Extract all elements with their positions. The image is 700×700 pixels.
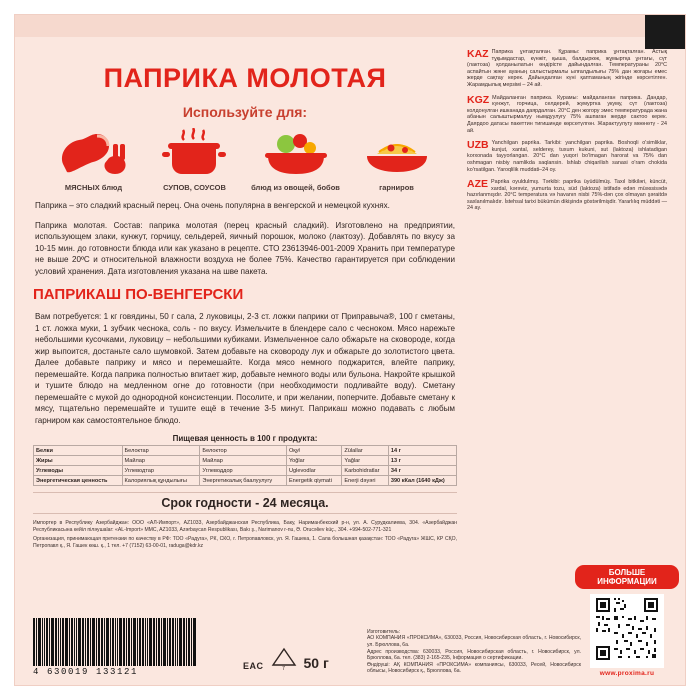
recycle-code: 7	[282, 666, 285, 672]
use-for-heading: Используйте для:	[182, 104, 308, 120]
cell: Майлар	[200, 456, 287, 466]
legal-block	[33, 520, 457, 549]
black-registration-mark	[645, 15, 685, 49]
net-weight: 50 г	[303, 655, 329, 671]
page-title: ПАПРИКА МОЛОТАЯ	[103, 63, 387, 93]
language-block-kgz	[467, 95, 667, 135]
recycle-icon	[271, 647, 297, 671]
cell: Zülallar	[342, 446, 388, 456]
legal-importer: Импортер в Республику Азербайджан: ООО «АЛ-Импорт», AZ1033, Азербайджанская Республика, Баку, Нариманбекский р-н, ул. А. Сурудкалиева, 304. «Азербайджан Республикасына кейіл піләушаlar: «AL-Import» MMC, AZ1033, Azərbaycan Respublikası, Bakı ş., Narimanov r-nu, Ə. Orucəliev küç., 304. +994-502-771-321	[33, 520, 457, 533]
usage-icon-vegetables	[248, 126, 344, 192]
nutrition-section	[33, 434, 457, 486]
barcode-digits: 4 630019 133121	[33, 667, 139, 677]
cell: 390 кКал (1640 кДж)	[388, 476, 456, 486]
manufacturer-kz: Өндіруші: АҚ КОМПАНИЯ «ПРОКСИМА» компаниясы, 630033, Ресей, Новосибирск облысы, Новосибирск қ., Брюллова, 6а.	[367, 661, 581, 675]
qr-headline: БОЛЬШЕ ИНФОРМАЦИИ	[575, 565, 679, 589]
cell: Uglevodlar	[286, 466, 341, 476]
vegetables-bowl-icon	[248, 126, 344, 180]
language-text: Paprika oyuldulmış. Tərkibi: paprika üyüdülmüş. Taxıl bitkiləri, küncüt, xardal, kərəviz, yumurta tozu, süd (laktoza) istifadə edən müəssisədə hazırlanmışdır. 20°C temperatura və havanın nisbi 75%-dən çox olmayan şəraitdə saxlanılmalıdır. İstehsal tarixi bükümün dikişində göstərilmişdir. Yararlılıq müddəti — 24 ay.	[467, 179, 667, 212]
cell: Yağlar	[342, 456, 388, 466]
cell: Энергетикалық баалуулугу	[200, 476, 287, 486]
cell: 14 г	[388, 446, 456, 456]
language-code: AZE	[467, 178, 488, 191]
usage-icon-garnish	[349, 126, 445, 192]
soup-pot-icon	[147, 126, 243, 180]
manufacturer-production: Адрес производства: 630033, Россия, Новосибирская область, г. Новосибирск, ул. Брюллова, 6а. тел. (383) 2-165-235, Інформация о сертификации.	[367, 648, 581, 662]
language-code: UZB	[467, 139, 489, 152]
usage-icon-label: СУПОВ, СОУСОВ	[163, 183, 226, 192]
cell: Углеводдор	[200, 466, 287, 476]
cell: Углеводтар	[122, 466, 200, 476]
usage-icon-label: гарниров	[379, 183, 414, 192]
table-row	[34, 456, 457, 466]
language-block-uzb	[467, 140, 667, 173]
cell: 34 г	[388, 466, 456, 476]
usage-icon-label: блюд из овощей, бобов	[251, 183, 340, 192]
cell: Углеводы	[34, 466, 123, 476]
shelf-life: Срок годности - 24 месяца.	[33, 492, 457, 514]
language-text: Паприка ұнтақталған. Құрамы: паприка ұнтақталған. Астық тұқымдастар, күнжіт, қыша, балдыркөк, жұмыртқа ұнтағы, сүт (лактоза) қолданылатын өндірісте дайындалған. Температураны 20°С аспайтын және ауаның салыстырмалы ылғалдылығы 75% дан жоғары емес жерде сақтау керек. Дайындалған күні қаптаманың жігінде көрсетілген. Жарамдылық мерзімі – 24 ай.	[467, 49, 667, 88]
language-block-kaz	[467, 49, 667, 89]
pasta-plate-icon	[349, 126, 445, 180]
compliance-marks	[243, 647, 363, 671]
website-link[interactable]: www.proxima.ru	[599, 670, 655, 677]
cell: Белоктор	[200, 446, 287, 456]
nutrition-title: Пищевая ценность в 100 г продукта:	[172, 434, 318, 444]
cell: Калориялық құндылығы	[122, 476, 200, 486]
barcode	[33, 618, 229, 677]
recipe-title: ПАПРИКАШ ПО-ВЕНГЕРСКИ	[33, 286, 244, 304]
manufacturer-address: АО КОМПАНИЯ «ПРОКСИМА», 630033, Россия, Новосибирская область, г. Новосибирск, ул. Брюллова, 6а.	[367, 635, 581, 648]
cell: Yoğlar	[286, 456, 341, 466]
usage-icon-soup	[147, 126, 243, 192]
cell: Белки	[34, 446, 123, 456]
usage-icons	[43, 126, 447, 192]
package-label	[14, 14, 686, 686]
language-code: KAZ	[467, 48, 489, 60]
table-row	[34, 476, 457, 486]
eac-mark: EAC	[243, 661, 264, 671]
language-code: KGZ	[467, 93, 490, 106]
qr-block[interactable]	[575, 565, 679, 677]
nutrition-table	[33, 445, 457, 486]
manufacturer-block	[367, 629, 581, 675]
manufacturer-heading: Изготовитель:	[367, 628, 401, 635]
intro-paragraph: Паприка – это сладкий красный перец. Она очень популярна в венгерской и немецкой кухнях.	[35, 201, 390, 211]
cell: Энергетическая ценность	[34, 476, 123, 486]
language-text: Yanchilgan paprika. Tarkibi: yanchilgan paprika. Boshoqli o'simliklar, kunjut, xantal, selderey, tuxum kukuni, sut (laktoza) ishlatadigan korxonada tayyorlangan. 20°C dan yuqori bo'lmagan harorat va 75% dan oshmagan nisbiy namlikda saqlansin. Ishlab chiqarilish sanasi o'ram chokida ko'rsatilgan. Yaroqlilik muddati–24 oy.	[467, 140, 667, 173]
legal-claims: Организация, принимающая претензии по качеству в РФ: ТОО «Радуга», РК, СКО, г. Петропавловск, ул. Я. Гашека, 1. Сала болышная қазақстан: ТОО «Радуга» ЖШС, КР СҚО, Петропавл қ., Я. Гашек көш. қ., 1 тел. +7 (7152) 63-00-01, raduga@kdr.kz	[33, 536, 457, 549]
meat-icon	[46, 126, 142, 180]
qr-code-icon[interactable]	[590, 594, 664, 668]
table-row	[34, 446, 457, 456]
description-paragraph: Паприка молотая. Состав: паприка молотая (перец красный сладкий). Изготовлено на предприятии, использующем злаки, кунжут, горчицу, сельдерей, яичный порошок, молоко (лактозу). Добавлять по вкусу за 10-15 мин. до готовности блюда или как указано в рецепте. СТО 23613946-001-2009 Хранить при температуре не выше 20ºС и относительной влажности воздуха не более 75%. Качество гарантируется при соблюдении условий хранения. Дата изготовления указана на шве пакета.	[35, 220, 455, 276]
cell: Жиры	[34, 456, 123, 466]
language-text: Майдаланган паприка. Курамы: майдаланган паприка. Дандар, кунжут, горчица, селдерей, жумуртка укуму, сүт (лактоза) колдонулган ишканада даярдалган. 20°С ден жогору эмес температурада жана абанын салыштырмалуу нымдуулугу 75% ашпаган жерде сактоо керек. Даярдоо датасы пакеттин тигишинде көрсөтүлгөн. Жарактуулугу мөөнөтү - 24 ай.	[467, 94, 667, 134]
usage-icon-label: МЯСНЫХ блюд	[64, 183, 123, 192]
cell: Оқył	[286, 446, 341, 456]
cell: 13 г	[388, 456, 456, 466]
cell: Energetik qiymati	[286, 476, 341, 486]
recipe-text: Вам потребуется: 1 кг говядины, 50 г сала, 2 луковицы, 2-3 ст. ложки паприки от Приправыча®, 100 г сметаны, 1 ст. ложка муки, 1 зубчик чеснока, соль - по вкусу. Измельчите в блендере сало с чесноком. Мясо нарежьте небольшими кусочками, луковицу – небольшими кубиками. Измельченное сало обжарьте на сковороде, когда жир выпоится, достаньте сало шумовкой. Затем добавьте на сковороду лук и обжарьте до золотистого цвета. Далее добавьте паприку и мясо и перемешайте. Когда мясо немного поджарится, влейте паприку, перемешайте. Когда паприка полностью впитает жир, добавьте немного воды или бульона. Накройте крышкой и тушите блюдо на медленном огне до готовности (при необходимости подливайте воду). Сметану перемешайте с мукой до однородной консистенции. Посолите, и при желании, поперчите. Добавьте сметану к мясу, тщательно перемешайте и тушите ещё в течение 3-5 минут. Паприкаш можно подавать с любым гарниром как самостоятельное блюдо.	[35, 312, 455, 425]
barcode-bars	[33, 618, 229, 666]
cell: Enerji dəyəri	[342, 476, 388, 486]
usage-icon-meat	[46, 126, 142, 192]
cell: Белоктар	[122, 446, 200, 456]
cell: Майлар	[122, 456, 200, 466]
language-block-aze	[467, 179, 667, 212]
left-column	[33, 49, 457, 675]
cell: Karbohidratlar	[342, 466, 388, 476]
table-row	[34, 466, 457, 476]
